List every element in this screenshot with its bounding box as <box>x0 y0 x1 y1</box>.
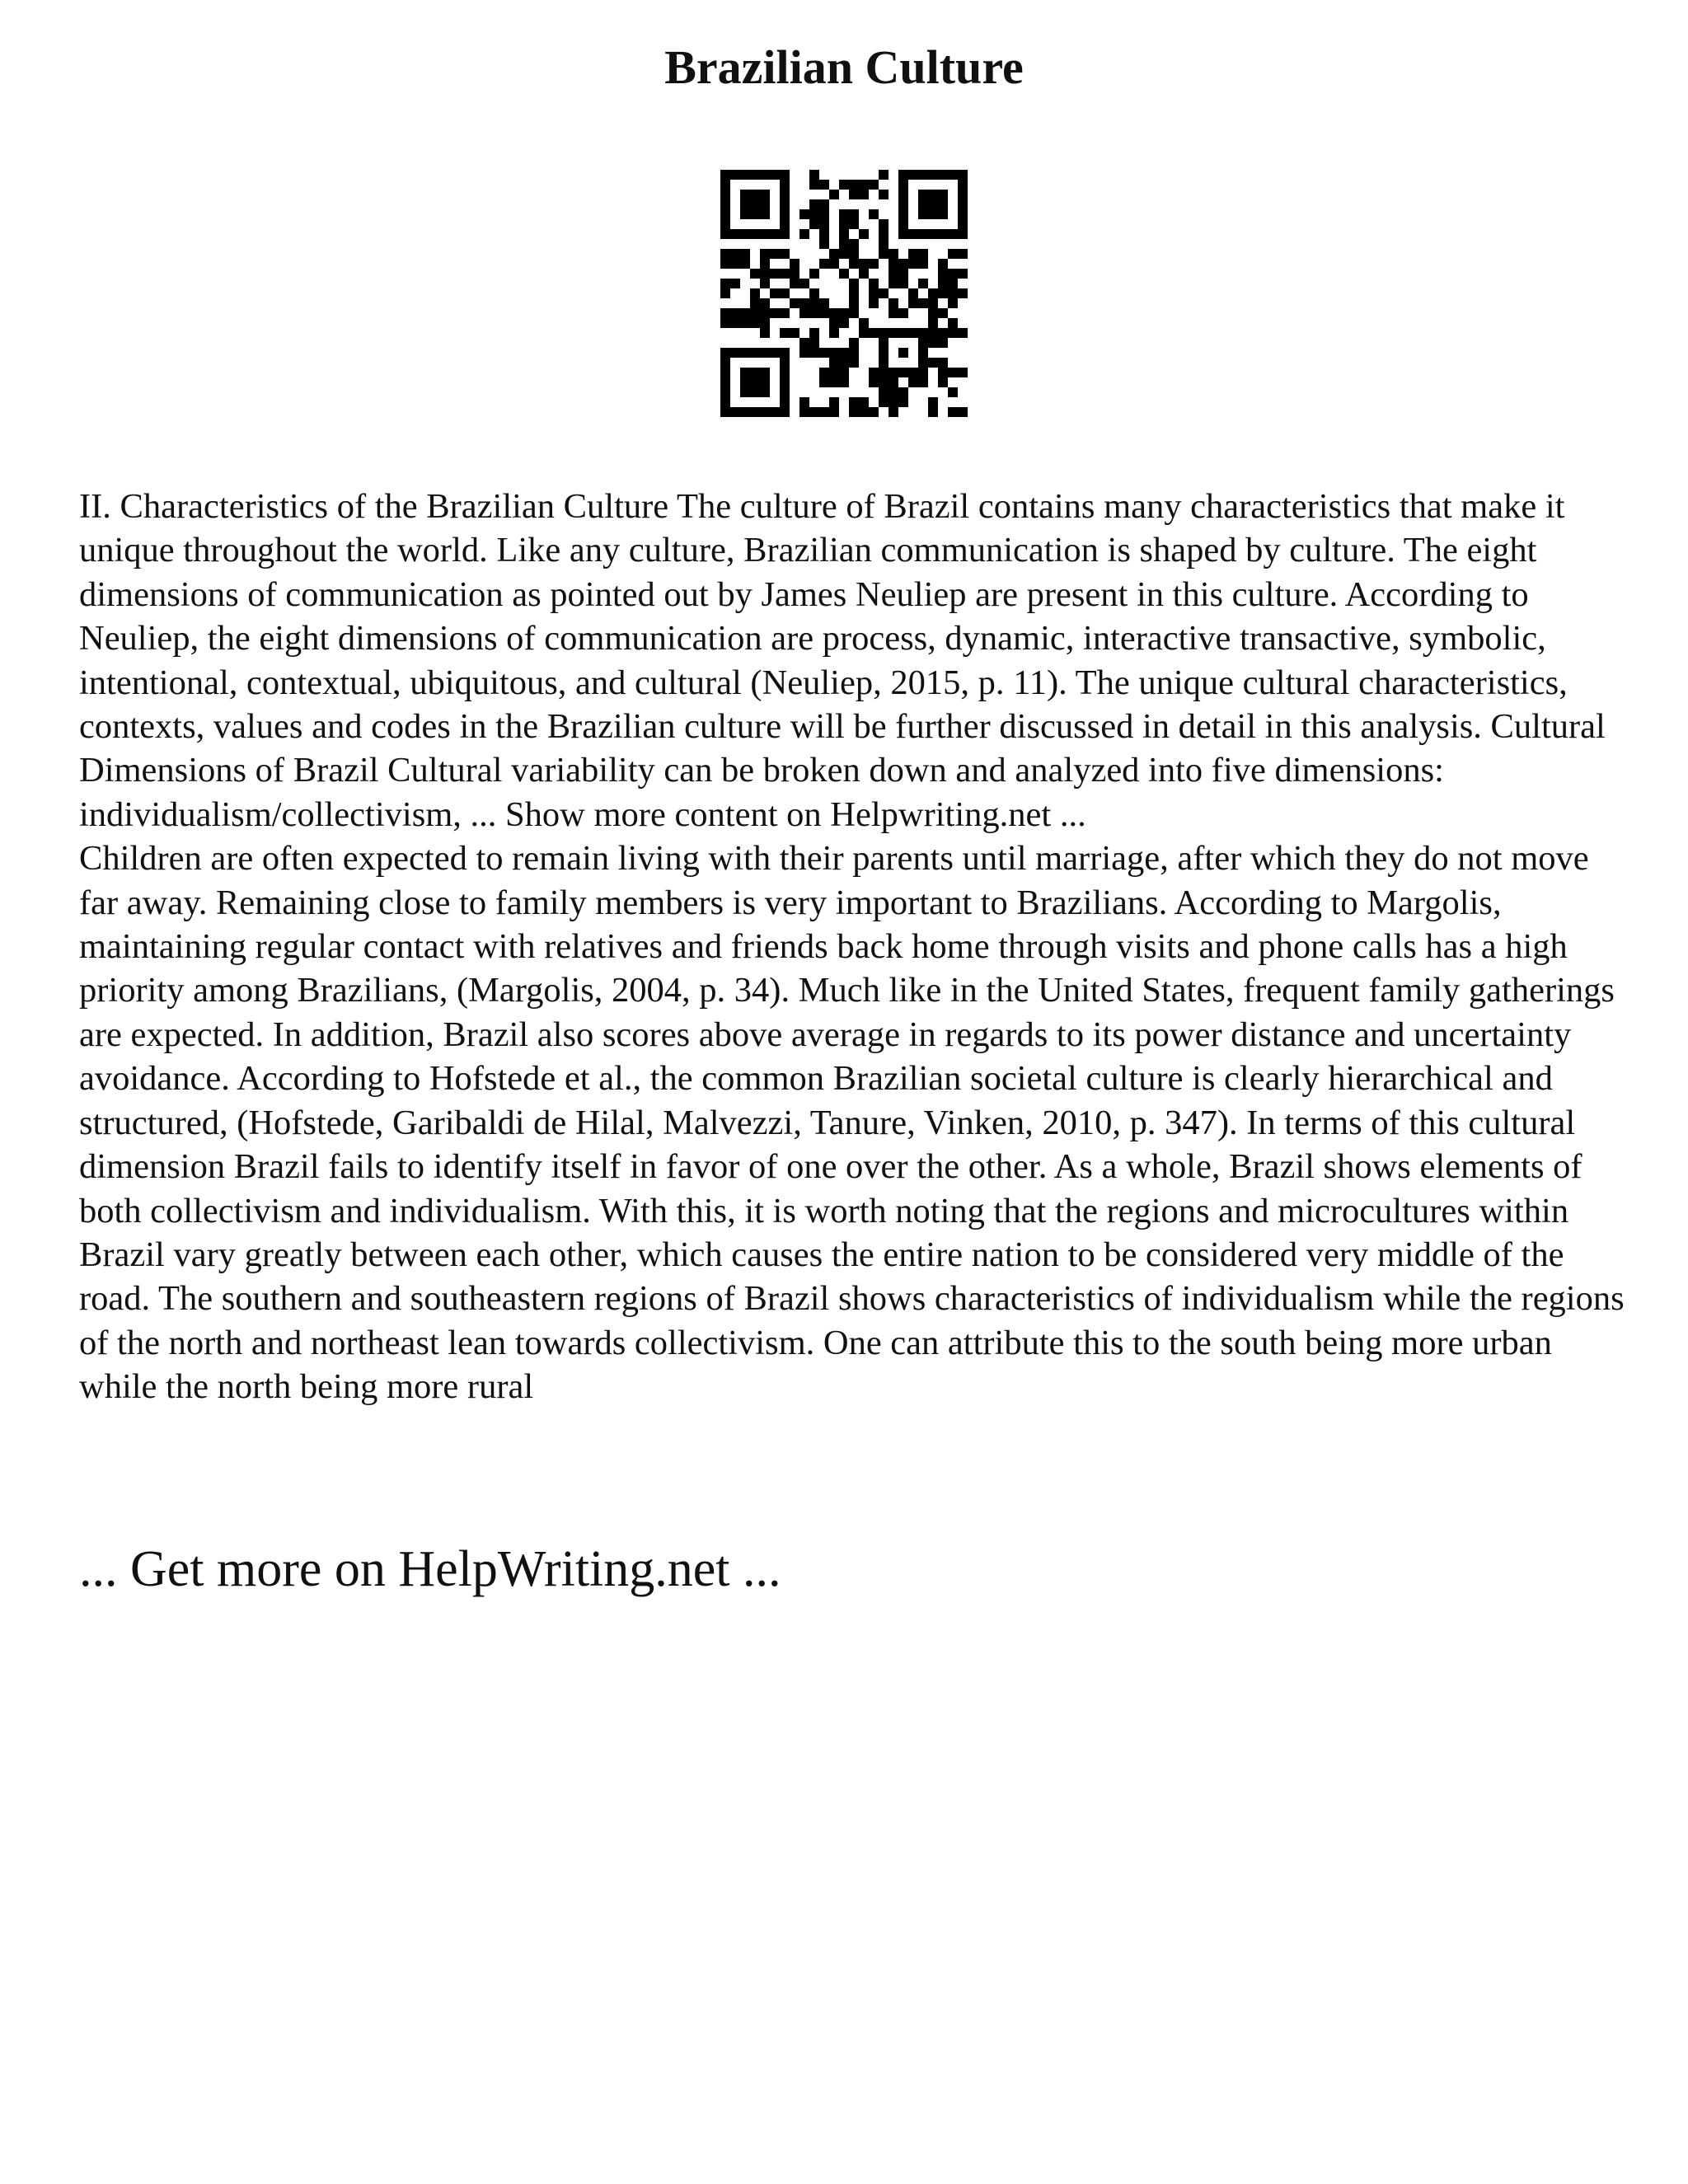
qr-code-icon <box>720 170 968 417</box>
page-title: Brazilian Culture <box>664 40 1024 94</box>
get-more-link[interactable]: ... Get more on HelpWriting.net ... <box>79 1541 781 1597</box>
paragraph-1: II. Characteristics of the Brazilian Culture The culture of Brazil contains many characteristics that make it unique throughout the world. Like any culture, Brazilian communication is shaped by culture. The eight dimensions of communication as pointed out by James Neuliep are present in this culture. According to Neuliep, the eight dimensions of communication are process, dynamic, interactive transactive, symbolic, intentional, contextual, ubiquitous, and cultural (Neuliep, 2015, p. 11). The unique cultural characteristics, contexts, values and codes in the Brazilian culture will be further discussed in detail in this analysis. Cultural Dimensions of Brazil Cultural variability can be broken down and analyzed into five dimensions: individualism/collectivism, ... Show more content on Helpwriting.net ... <box>79 487 1606 834</box>
paragraph-2: Children are often expected to remain living with their parents until marriage, after which they do not move far away. Remaining close to family members is very important to Brazilians. According to Margolis, maintaining regular contact with relatives and friends back home through visits and phone calls has a high priority among Brazilians, (Margolis, 2004, p. 34). Much like in the United States, frequent family gatherings are expected. In addition, Brazil also scores above average in regards to its power distance and uncertainty avoidance. According to Hofstede et al., the common Brazilian societal culture is clearly hierarchical and structured, (Hofstede, Garibaldi de Hilal, Malvezzi, Tanure, Vinken, 2010, p. 347). In terms of this cultural dimension Brazil fails to identify itself in favor of one over the other. As a whole, Brazil shows elements of both collectivism and individualism. With this, it is worth noting that the regions and microcultures within Brazil vary greatly between each other, which causes the entire nation to be considered very middle of the road. The southern and southeastern regions of Brazil shows characteristics of individualism while the regions of the north and northeast lean towards collectivism. One can attribute this to the south being more urban while the north being more rural <box>79 839 1625 1407</box>
article-body <box>79 485 1629 1409</box>
